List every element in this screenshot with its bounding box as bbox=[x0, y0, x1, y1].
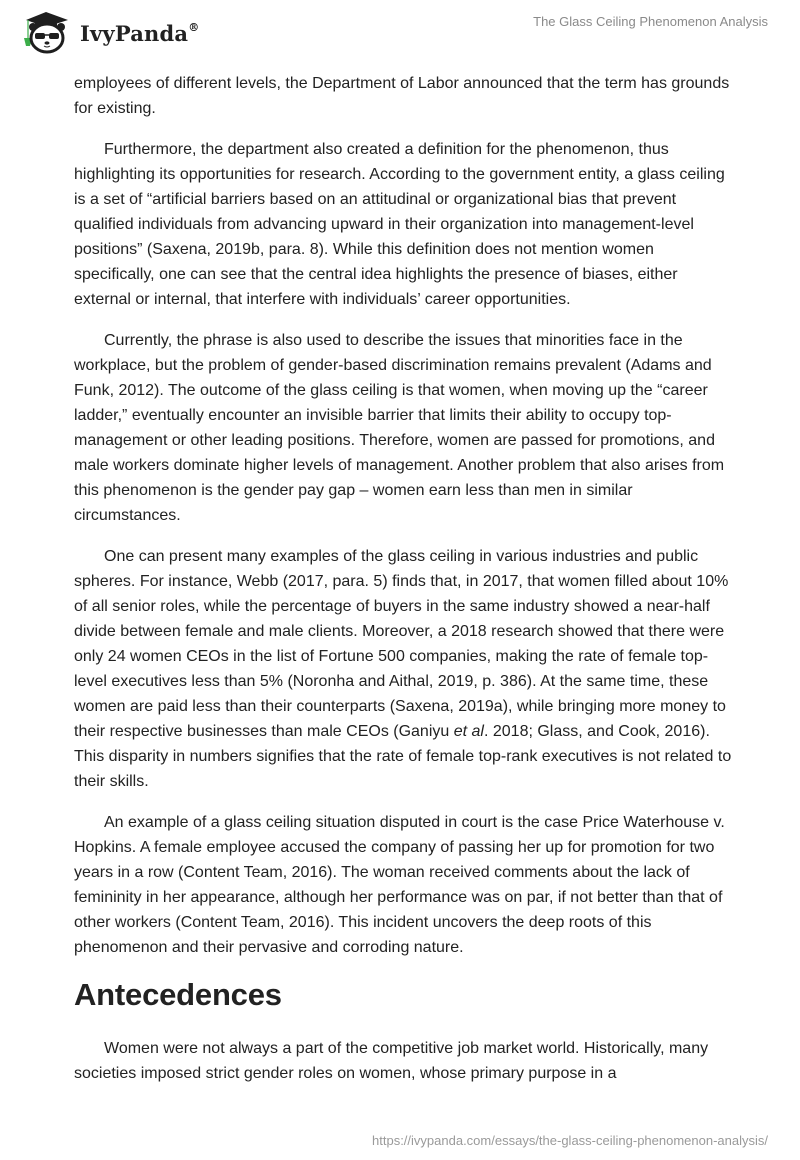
paragraph-definition: Furthermore, the department also created a definition for the phenomenon, thus highlighting its opportunities for research. According to the government entity, a glass ceiling is a set of “artificial barriers based on an attitudinal or organizational bias that prevent qualified individuals from advancing upward in their organization into management-level positions” (Saxena, 2019b, para. 8). While this definition does not mention women specifically, one can see that the central idea highlights the presence of biases, either external or internal, that interfere with individuals’ career opportunities. bbox=[74, 141, 725, 308]
brand-name: IvyPanda® bbox=[80, 20, 200, 46]
paragraph-court-case: An example of a glass ceiling situation disputed in court is the case Price Waterhouse v. Hopkins. A female employee accused the company of passing her up for promotion for two years in a row (Content Team, 2016). The woman received comments about the lack of femininity in her appearance, although her performance was on par, if not better than that of other workers (Content Team, 2016). This incident uncovers the deep roots of this phenomenon and their pervasive and corroding nature. bbox=[74, 814, 725, 956]
panda-graduation-cap-icon bbox=[18, 8, 74, 54]
paragraph-antecedences: Women were not always a part of the competitive job market world. Historically, many societies imposed strict gender roles on women, whose primary purpose in a bbox=[74, 1040, 709, 1082]
document-title: The Glass Ceiling Phenomenon Analysis bbox=[533, 14, 768, 29]
italic-et-al: et al bbox=[453, 723, 484, 740]
page-header bbox=[0, 0, 800, 60]
paragraph-continued: employees of different levels, the Department of Labor announced that the term has grounds for existing. bbox=[74, 75, 730, 117]
paragraph-minorities: Currently, the phrase is also used to describe the issues that minorities face in the workplace, but the problem of gender-based discrimination remains prevalent (Adams and Funk, 2012). The outcome of the glass ceiling is that women, when moving up the “career ladder,” eventually encounter an invisible barrier that limits their ability to occupy top-management or other leading positions. Therefore, women are passed for promotions, and male workers dominate higher levels of management. Another problem that also arises from this phenomenon is the gender pay gap – women earn less than men in similar circumstances. bbox=[74, 332, 725, 524]
source-url[interactable]: https://ivypanda.com/essays/the-glass-ceiling-phenomenon-analysis/ bbox=[372, 1133, 768, 1148]
section-heading-antecedences: Antecedences bbox=[74, 977, 282, 1012]
brand-logo[interactable] bbox=[18, 8, 199, 54]
article-body bbox=[74, 71, 734, 1102]
paragraph-examples: One can present many examples of the glass ceiling in various industries and public spheres. For instance, Webb (2017, para. 5) finds that, in 2017, that women filled about 10% of all senior roles, while the percentage of buyers in the same industry showed a near-half divide between female and male clients. Moreover, a 2018 research showed that there were only 24 women CEOs in the list of Fortune 500 companies, making the rate of female top-level executives less than 5% (Noronha and Aithal, 2019, p. 386). At the same time, these women are paid less than their counterparts (Saxena, 2019a), while bringing more money to their respective businesses than male CEOs (Ganiyu et al. 2018; Glass, and Cook, 2016). This disparity in numbers signifies that the rate of female top-rank executives is not related to their skills. bbox=[74, 548, 732, 790]
